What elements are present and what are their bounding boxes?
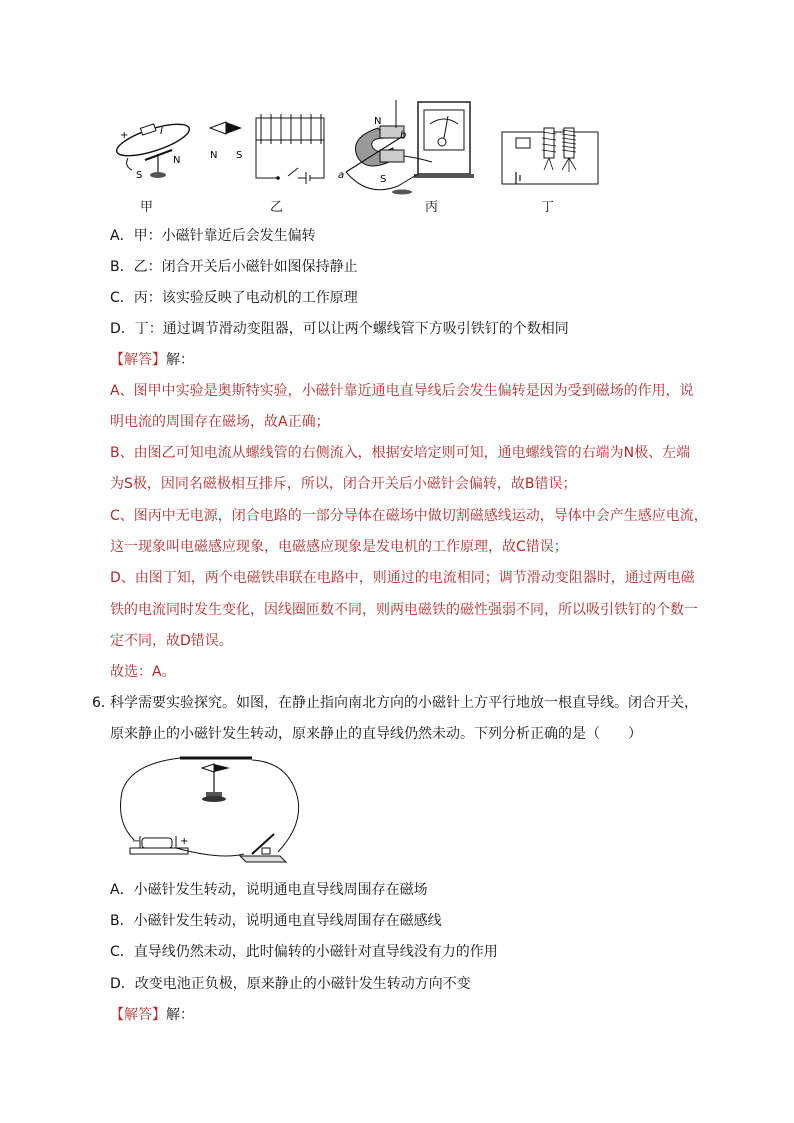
q5-explanation-line: 明电流的周围存在磁场，故A正确；	[110, 414, 330, 430]
svg-text:I: I	[160, 126, 163, 137]
q5-option-d: D．丁：通过调节滑动变阻器，可以让两个螺线管下方吸引铁钉的个数相同	[110, 321, 569, 337]
svg-text:+: +	[120, 130, 129, 141]
q5-explanation-line: 为S极，因同名磁极相互排斥，所以，闭合开关后小磁针会偏转，故B错误；	[110, 476, 577, 492]
battery-minus-label: −	[132, 836, 141, 847]
svg-text:N: N	[173, 155, 181, 166]
answer-tag: 【解答】	[110, 352, 166, 368]
q5-option-b: B．乙：闭合开关后小磁针如图保持静止	[110, 259, 358, 275]
q6-stem-line: 原来静止的小磁针发生转动，原来静止的直导线仍然未动。下列分析正确的是（ ）	[110, 726, 642, 742]
figure-label-ding: 丁	[541, 200, 555, 215]
q5-figure-row	[110, 98, 610, 218]
figure-ding	[498, 98, 608, 193]
svg-text:S: S	[136, 170, 143, 181]
figure-label-bing: 丙	[425, 200, 439, 215]
figure-bing	[338, 98, 488, 198]
battery-plus-label: +	[180, 836, 189, 847]
q5-explanation-line: 定不同，故D错误。	[110, 633, 233, 649]
svg-text:b: b	[400, 130, 407, 141]
q5-explanation-line: A、图甲中实验是奥斯特实验，小磁针靠近通电直导线后会发生偏转是因为受到磁场的作用，说	[110, 383, 694, 399]
q6-answer-heading	[110, 1005, 194, 1025]
svg-text:a: a	[338, 170, 345, 181]
svg-text:N: N	[210, 150, 218, 161]
q5-option-c: C．丙：该实验反映了电动机的工作原理	[110, 290, 358, 306]
figure-label-jia: 甲	[140, 200, 154, 215]
q5-explanation-line: D、由图丁知，两个电磁铁串联在电路中，则通过的电流相同；调节滑动变阻器时，通过两电磁	[110, 570, 695, 586]
q6-option-c: C．直导线仍然未动，此时偏转的小磁针对直导线没有力的作用	[110, 944, 498, 960]
q5-explanation-line: 铁的电流同时发生变化，因线圈匝数不同，则两电磁铁的磁性强弱不同，所以吸引铁钉的个数一	[110, 602, 698, 618]
q5-explanation-line: B、由图乙可知电流从螺线管的右侧流入，根据安培定则可知，通电螺线管的右端为N极、左端	[110, 445, 691, 461]
q6-option-a: A．小磁针发生转动，说明通电直导线周围存在磁场	[110, 882, 428, 898]
figure-label-yi: 乙	[270, 200, 284, 215]
svg-text:S: S	[380, 174, 387, 185]
q6-number: 6．	[92, 695, 115, 711]
q5-conclusion: 故选：A。	[110, 664, 176, 680]
answer-head: 解：	[166, 1007, 194, 1023]
q5-explanation-line: C、图丙中无电源，闭合电路的一部分导体在磁场中做切割磁感线运动，导体中会产生感应电流，	[110, 508, 708, 524]
q5-explanation-line: 这一现象叫电磁感应现象，电磁感应现象是发电机的工作原理，故C错误；	[110, 539, 568, 555]
svg-text:N: N	[374, 116, 382, 127]
q6-figure-circuit	[110, 752, 310, 867]
q6-stem-line: 科学需要实验探究。如图，在静止指向南北方向的小磁针上方平行地放一根直导线。闭合开关，	[110, 695, 698, 711]
svg-text:S: S	[236, 150, 243, 161]
q5-answer-heading	[110, 350, 194, 370]
q6-option-b: B．小磁针发生转动，说明通电直导线周围存在磁感线	[110, 913, 442, 929]
answer-head: 解：	[166, 352, 194, 368]
answer-tag: 【解答】	[110, 1007, 166, 1023]
q5-option-a: A．甲：小磁针靠近后会发生偏转	[110, 228, 316, 244]
figure-jia	[110, 98, 200, 193]
figure-yi	[206, 98, 331, 193]
q6-option-d: D．改变电池正负极，原来静止的小磁针发生转动方向不变	[110, 976, 471, 992]
